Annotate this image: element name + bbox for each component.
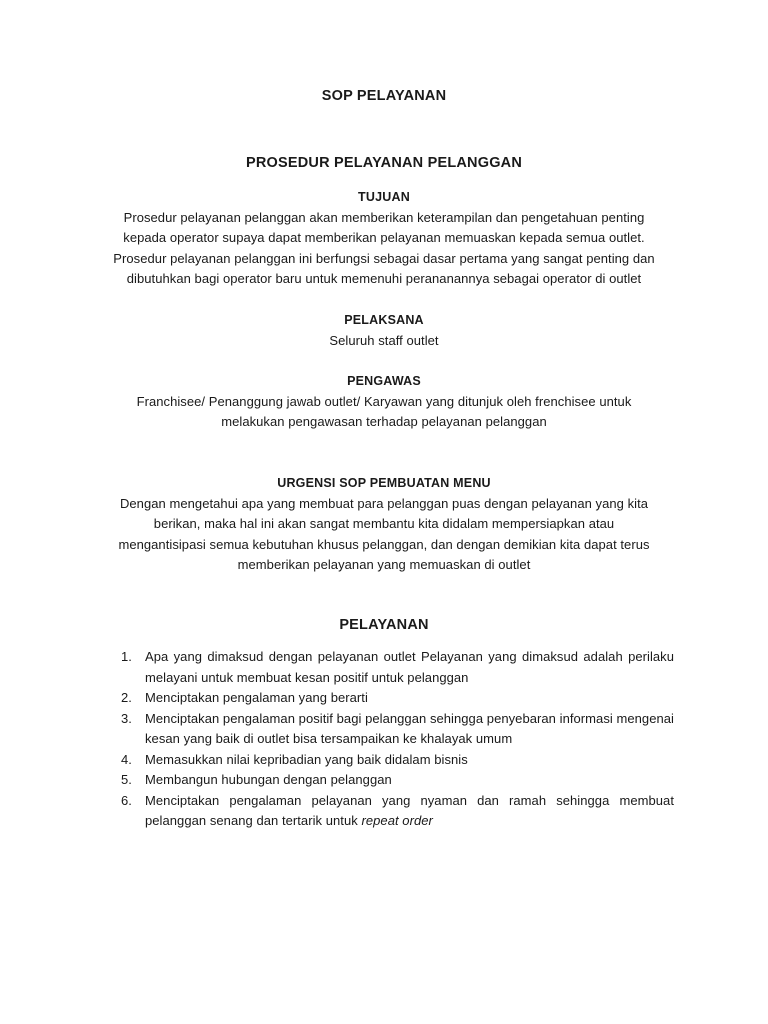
list-item [110, 688, 674, 709]
tujuan-heading: TUJUAN [358, 190, 410, 204]
list-item-text: Membangun hubungan dengan pelanggan [145, 772, 392, 787]
document-title: SOP PELAYANAN [321, 88, 447, 104]
pelaksana-line: Seluruh staff outlet [329, 332, 439, 348]
list-item [110, 791, 674, 832]
list-item-text: Menciptakan pengalaman yang berarti [145, 690, 368, 705]
pengawas-line: melakukan pengawasan terhadap pelayanan pelanggan [221, 414, 547, 429]
pengawas-section [80, 371, 688, 433]
urgensi-line: mengantisipasi semua kebutuhan khusus pelanggan, dan dengan demikian kita dapat terus [118, 536, 650, 552]
list-item [110, 750, 674, 771]
tujuan-paragraph [80, 208, 688, 290]
list-item-text: Menciptakan pengalaman positif bagi pelanggan sehingga penyebaran informasi mengenai kesan yang baik di outlet bisa tersampaikan ke khalayak umum [145, 710, 674, 746]
list-item [110, 647, 674, 688]
list-item-number: 5. [121, 772, 132, 787]
pelaksana-section [80, 310, 688, 351]
tujuan-line: Prosedur pelayanan pelanggan akan memberikan keterampilan dan pengetahuan penting [123, 209, 645, 225]
section-title: PROSEDUR PELAYANAN PELANGGAN [245, 155, 523, 171]
pelayanan-title: PELAYANAN [339, 617, 429, 633]
list-item-number: 1. [121, 649, 132, 664]
list-item-number: 2. [121, 690, 132, 705]
tujuan-line: Prosedur pelayanan pelanggan ini berfungsi sebagai dasar pertama yang sangat penting dan [113, 250, 655, 266]
list-item-text: Memasukkan nilai kepribadian yang baik didalam bisnis [145, 751, 468, 767]
pelaksana-paragraph [80, 331, 688, 352]
urgensi-paragraph [80, 494, 688, 576]
pengawas-paragraph [80, 392, 688, 433]
tujuan-section [80, 187, 688, 290]
tujuan-line: dibutuhkan bagi operator baru untuk memenuhi perananannya sebagai operator di outlet [126, 271, 642, 286]
list-item-text: Menciptakan pengalaman pelayanan yang nyaman dan ramah sehingga membuat pelanggan senang dan tertarik untuk [145, 792, 674, 828]
tujuan-line: kepada operator supaya dapat memberikan pelayanan memuaskan kepada semua outlet. [123, 230, 645, 245]
pelaksana-heading: PELAKSANA [344, 313, 424, 327]
urgensi-section [80, 473, 688, 576]
urgensi-heading: URGENSI SOP PEMBUATAN MENU [277, 476, 491, 490]
urgensi-line: memberikan pelayanan yang memuaskan di outlet [237, 557, 531, 572]
list-item-text: Apa yang dimaksud dengan pelayanan outlet Pelayanan yang dimaksud adalah perilaku melayani untuk membuat kesan positif untuk pelanggan [145, 649, 674, 685]
urgensi-line: berikan, maka hal ini akan sangat membantu kita didalam mempersiapkan atau [153, 516, 615, 531]
pengawas-line: Franchisee/ Penanggung jawab outlet/ Karyawan yang ditunjuk oleh frenchisee untuk [136, 393, 632, 409]
pengawas-heading: PENGAWAS [347, 374, 421, 388]
list-item-italic-text: repeat order [361, 813, 433, 828]
list-item-number: 6. [121, 792, 132, 808]
list-item [110, 770, 674, 791]
list-item [110, 709, 674, 750]
list-item-number: 3. [121, 710, 132, 726]
list-item-number: 4. [121, 751, 132, 767]
urgensi-line: Dengan mengetahui apa yang membuat para pelanggan puas dengan pelayanan yang kita [119, 495, 649, 511]
pelayanan-list [110, 647, 674, 832]
